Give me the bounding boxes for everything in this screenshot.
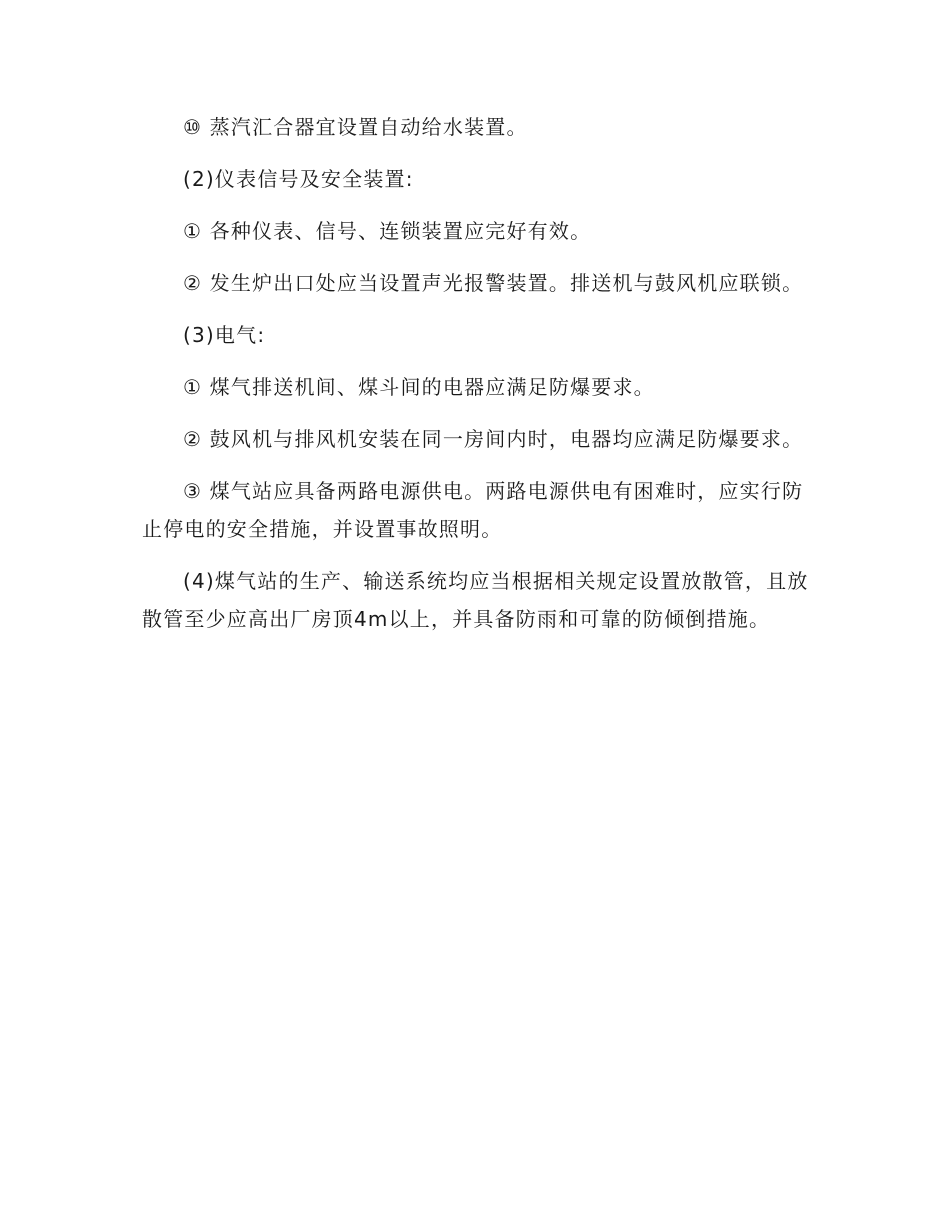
paragraph-vent-pipes: (4)煤气站的生产、输送系统均应当根据相关规定设置放散管，且放散管至少应高出厂房顶4m以上，并具备防雨和可靠的防倾倒措施。	[142, 569, 809, 631]
heading-instrument-signals: (2)仪表信号及安全装置:	[183, 167, 414, 191]
paragraph-instruments-valid: ① 各种仪表、信号、连锁装置应完好有效。	[183, 219, 592, 243]
paragraph-steam-collector: ⑩ 蒸汽汇合器宜设置自动给水装置。	[183, 115, 528, 139]
heading-electrical: (3)电气:	[183, 323, 266, 347]
paragraph-fan-room-explosion-proof: ② 鼓风机与排风机安装在同一房间内时，电器均应满足防爆要求。	[183, 427, 804, 451]
paragraph-explosion-proof-rooms: ① 煤气排送机间、煤斗间的电器应满足防爆要求。	[183, 375, 655, 399]
document-body	[142, 108, 810, 652]
paragraph-alarm-interlock: ② 发生炉出口处应当设置声光报警装置。排送机与鼓风机应联锁。	[183, 271, 804, 295]
paragraph-dual-power-supply: ③ 煤气站应具备两路电源供电。两路电源供电有困难时，应实行防止停电的安全措施，并设置事故照明。	[142, 479, 804, 541]
